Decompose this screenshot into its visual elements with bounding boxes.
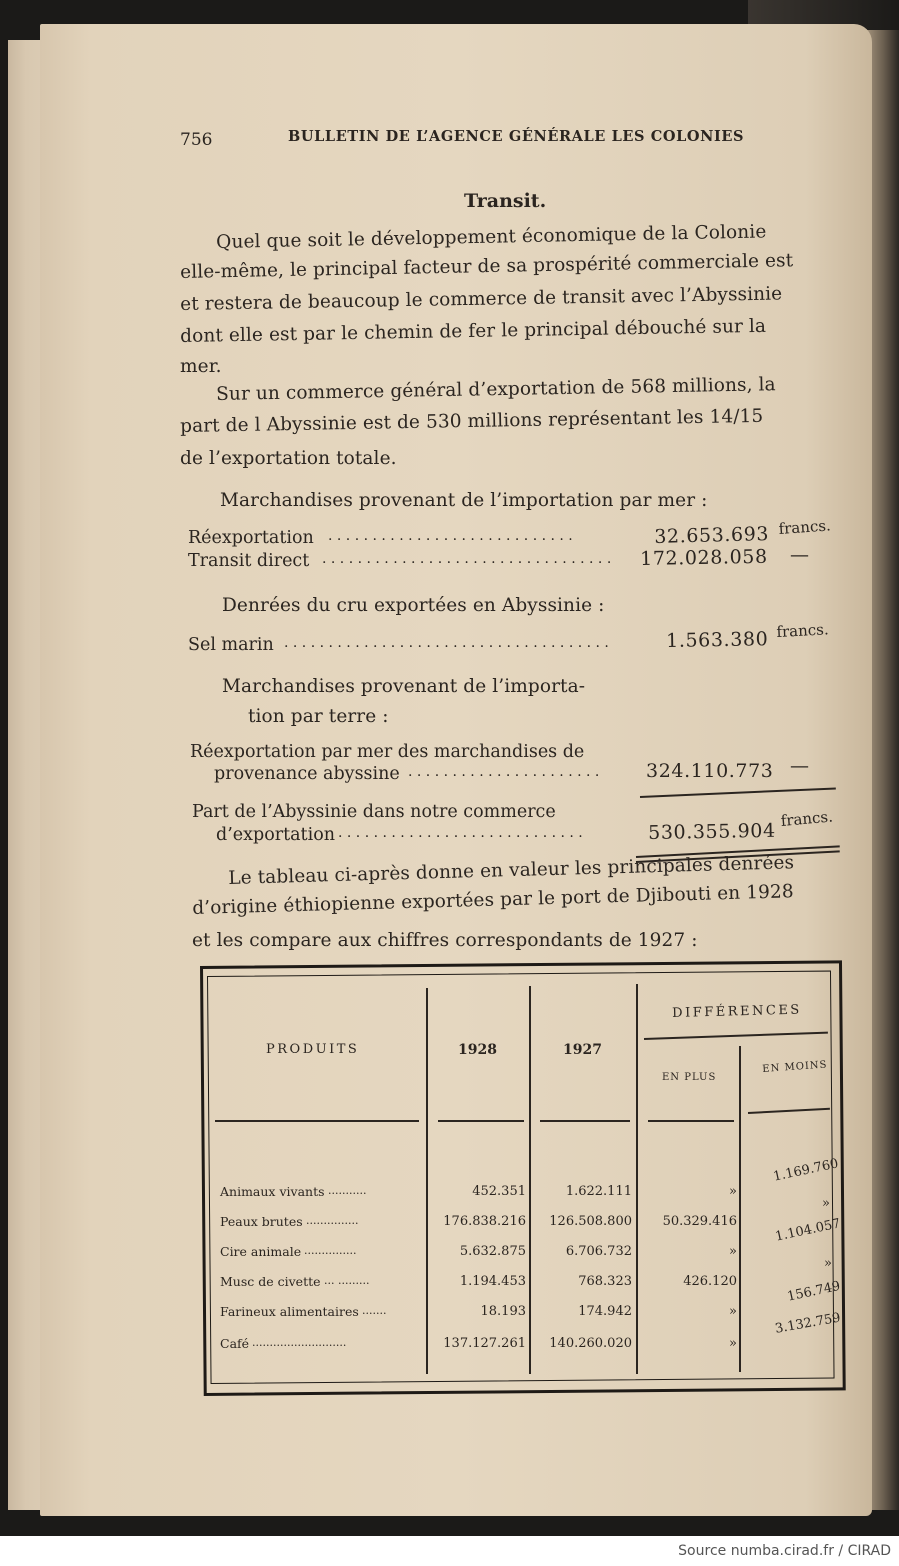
table-cell-en-moins: » bbox=[824, 1256, 832, 1271]
intro-line: Le tableau ci-après donne en valeur les principales denrées bbox=[228, 852, 795, 889]
ledger-heading-land-cont: tion par terre : bbox=[248, 706, 389, 727]
dot-leader: ............... bbox=[306, 1214, 359, 1227]
header-rule bbox=[438, 1120, 524, 1122]
source-credit: Source numba.cirad.fr / CIRAD bbox=[678, 1543, 891, 1559]
table-cell-1928: 452.351 bbox=[472, 1184, 526, 1199]
paragraph-line: et restera de beaucoup le commerce de transit avec l’Abyssinie bbox=[180, 283, 783, 315]
ledger-label: d’exportation bbox=[216, 825, 335, 845]
table-cell-1928: 5.632.875 bbox=[459, 1244, 526, 1259]
paragraph-line: elle-même, le principal facteur de sa prospérité commerciale est bbox=[180, 250, 794, 283]
header-en-moins: EN MOINS bbox=[762, 1059, 828, 1075]
table-cell-en-moins: 3.132.759 bbox=[774, 1310, 842, 1337]
table-cell-produit: Cire animale bbox=[220, 1244, 302, 1259]
ledger-heading-local: Denrées du cru exportées en Abyssinie : bbox=[222, 595, 605, 616]
ledger-unit: francs. bbox=[776, 620, 830, 641]
ledger-value: 1.563.380 bbox=[666, 628, 769, 652]
dot-leader: . . . . . . . . . . . . . . . . . . . . . . . . . . . . bbox=[338, 825, 583, 841]
table-cell-produit: Peaux brutes bbox=[220, 1214, 303, 1229]
header-1928: 1928 bbox=[458, 1042, 497, 1058]
table-cell-en-moins: 156.749 bbox=[786, 1278, 842, 1305]
paragraph-line: dont elle est par le chemin de fer le principal débouché sur la bbox=[180, 315, 767, 347]
table-cell-1927: 1.622.111 bbox=[565, 1184, 632, 1199]
dot-leader: . . . . . . . . . . . . . . . . . . . . . . . . . . . . . . . . . bbox=[322, 551, 612, 567]
table-cell-1927: 768.323 bbox=[578, 1274, 632, 1289]
page-number: 756 bbox=[180, 130, 213, 150]
ledger-label: Transit direct bbox=[188, 551, 310, 571]
dot-leader: ............... bbox=[304, 1244, 357, 1257]
ledger-value: 172.028.058 bbox=[640, 545, 768, 570]
dot-leader: . . . . . . . . . . . . . . . . . . . . . . . . . . . . bbox=[328, 528, 573, 544]
table-cell-en-plus: 426.120 bbox=[683, 1274, 737, 1289]
table-cell-en-moins: » bbox=[822, 1196, 830, 1211]
header-rule bbox=[540, 1120, 630, 1122]
ledger-total-value: 530.355.904 bbox=[648, 819, 776, 844]
header-1927: 1927 bbox=[563, 1042, 602, 1058]
ledger-unit: francs. bbox=[780, 807, 834, 830]
table-cell-1928: 1.194.453 bbox=[459, 1274, 526, 1289]
table-cell-1927: 140.260.020 bbox=[549, 1336, 632, 1351]
column-divider bbox=[426, 988, 428, 1374]
dot-leader: . . . . . . . . . . . . . . . . . . . . . . . . . . . . . . . . . . . . . bbox=[284, 635, 609, 651]
paragraph-line: part de l Abyssinie est de 530 millions représentant les 14/15 bbox=[180, 405, 764, 437]
table-cell-1928: 18.193 bbox=[480, 1304, 526, 1319]
table-cell-produit: Animaux vivants bbox=[220, 1184, 325, 1199]
column-divider bbox=[739, 1046, 741, 1372]
ledger-unit: — bbox=[790, 544, 810, 566]
ledger-label: provenance abyssine bbox=[214, 764, 400, 784]
ledger-heading-sea: Marchandises provenant de l’importation par mer : bbox=[220, 490, 708, 511]
header-produits: PRODUITS bbox=[266, 1042, 360, 1057]
ledger-value: 32.653.693 bbox=[654, 522, 770, 548]
ledger-unit: — bbox=[790, 755, 810, 777]
paragraph-line: Sur un commerce général d’exportation de 568 millions, la bbox=[216, 374, 776, 405]
table-cell-1927: 174.942 bbox=[578, 1304, 632, 1319]
header-rule bbox=[215, 1120, 419, 1122]
table-cell-en-plus: » bbox=[729, 1304, 737, 1319]
dot-leader: ....... bbox=[362, 1304, 387, 1317]
dot-leader: . . . . . . . . . . . . . . . . . . . . . . bbox=[408, 764, 600, 780]
table-cell-1927: 126.508.800 bbox=[549, 1214, 632, 1229]
ledger-heading-land: Marchandises provenant de l’importa- bbox=[222, 676, 586, 697]
table-cell-1928: 176.838.216 bbox=[443, 1214, 526, 1229]
ledger-label: Part de l’Abyssinie dans notre commerce bbox=[192, 802, 556, 822]
ledger-label: Réexportation bbox=[188, 528, 314, 548]
ledger-label: Réexportation par mer des marchandises de bbox=[190, 742, 585, 762]
paragraph-line: de l’exportation totale. bbox=[180, 448, 397, 469]
table-cell-en-plus: » bbox=[729, 1336, 737, 1351]
table-cell-1928: 137.127.261 bbox=[443, 1336, 526, 1351]
intro-line: et les compare aux chiffres correspondants de 1927 : bbox=[192, 930, 698, 951]
table-cell-1927: 6.706.732 bbox=[565, 1244, 632, 1259]
ledger-label: Sel marin bbox=[188, 635, 274, 655]
ledger-unit: francs. bbox=[778, 516, 832, 538]
table-cell-en-moins: 1.169.760 bbox=[772, 1156, 840, 1185]
dot-leader: ........... bbox=[328, 1184, 367, 1197]
header-rule bbox=[648, 1120, 734, 1122]
table-cell-en-plus: 50.329.416 bbox=[662, 1214, 737, 1229]
paragraph-line: Quel que soit le développement économique de la Colonie bbox=[216, 221, 767, 253]
ledger-value: 324.110.773 bbox=[646, 760, 774, 782]
dot-leader: ........................... bbox=[252, 1336, 347, 1349]
running-head: BULLETIN DE L’AGENCE GÉNÉRALE LES COLONIES bbox=[288, 128, 745, 145]
table-cell-en-plus: » bbox=[729, 1244, 737, 1259]
paragraph-line: mer. bbox=[180, 356, 222, 377]
table-cell-en-moins: 1.104.057 bbox=[774, 1216, 842, 1245]
dot-leader: ... ......... bbox=[324, 1274, 370, 1287]
header-differences: DIFFÉRENCES bbox=[672, 1002, 802, 1021]
section-title: Transit. bbox=[464, 190, 547, 212]
table-cell-produit: Farineux alimentaires bbox=[220, 1304, 359, 1319]
table-cell-en-plus: » bbox=[729, 1184, 737, 1199]
table-cell-produit: Musc de civette bbox=[220, 1274, 321, 1289]
header-en-plus: EN PLUS bbox=[662, 1072, 717, 1083]
column-divider bbox=[636, 984, 638, 1374]
table-cell-produit: Café bbox=[220, 1336, 250, 1351]
column-divider bbox=[529, 986, 531, 1374]
intro-line: d’origine éthiopienne exportées par le port de Djibouti en 1928 bbox=[192, 881, 795, 919]
